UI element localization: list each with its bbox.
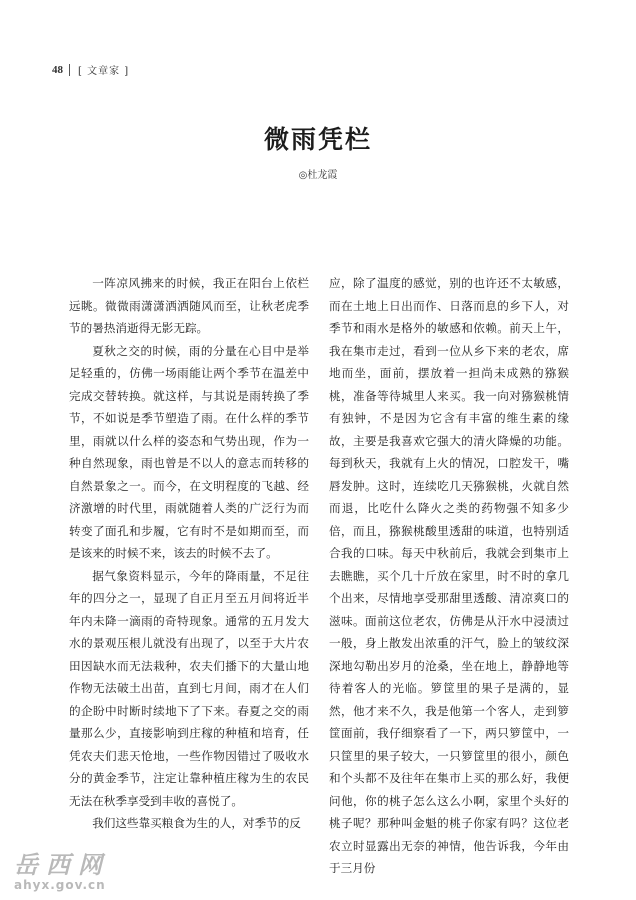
watermark-logo: 岳西网 (14, 851, 110, 879)
paragraph: 一阵凉风拂来的时候，我正在阳台上依栏远眺。微微雨潇潇洒洒随风而至，让秋老虎季节的暑热消逝得无影无踪。 (69, 276, 309, 335)
watermark-url: ahyx.gov.cn (14, 878, 106, 892)
running-header (52, 62, 129, 77)
author-byline: ◎杜龙霞 (298, 170, 338, 181)
paragraph: 我们这些靠买粮食为生的人，对季节的反 (92, 816, 301, 830)
text-column-left (69, 272, 309, 835)
header-divider (69, 64, 70, 76)
paragraph: 据气象资料显示，今年的降雨量，不足往年的四分之一，显现了自正月至五月间将近半年内未降一滴雨的奇特现象。通常的五月发大水的景观压根儿就没有出现了，以至于大片农田因缺水而无法栽种，农夫们播下的大量山地作物无法破土出苗，直到七月间，雨才在人们的企盼中时断时续地下了下来。春夏之交的雨量那么少，直接影响到庄稼的种植和培育，任凭农夫们悲天怆地，一些作物因错过了吸收水分的黄金季节，注定让靠种植庄稼为生的农民无法在秋季享受到丰收的喜悦了。 (69, 568, 309, 808)
paragraph: 应，除了温度的感觉，别的也许还不太敏感，而在土地上日出而作、日落而息的乡下人，对季节和雨水是格外的敏感和依赖。前天上午，我在集市走过，看到一位从乡下来的老农，席地而坐，面前，摆放着一担尚未成熟的猕猴桃，准备等待城里人来买。我一向对猕猴桃情有独钟，不是因为它含有丰富的维生素的缘故，主要是我喜欢它强大的清火降燥的功能。每到秋天，我就有上火的情况，口腔发干，嘴唇发肿。这时，连续吃几天猕猴桃，火就自然而退，比吃什么降火之类的药物强不知多少倍，而且，猕猴桃酸里透甜的味道，也特别适合我的口味。每天中秋前后，我就会到集市上去瞧瞧，买个几十斤放在家里，时不时的拿几个出来，尽情地享受那甜里透酸、清凉爽口的滋味。面前这位老农，仿佛是从汗水中浸渍过一般，身上散发出浓重的汗气，脸上的皱纹深深地勾勒出岁月的沧桑，坐在地上，静静地等待着客人的光临。箩筐里的果子是满的，显然，他才来不久，我是他第一个客人，走到箩筐面前，我仔细察看了一下，两只箩筐中，一只筐里的果子较大，一只箩筐里的很小，颜色和个头都不及往年在集市上买的那么好，我便问他，你的桃子怎么这么小啊，家里个头好的桃子呢？那种叫金魁的桃子你家有吗？这位老农立时显露出无奈的神情，他告诉我，今年由于三月份 (329, 276, 569, 875)
paragraph: 夏秋之交的时候，雨的分量在心目中是举足轻重的，仿佛一场雨能让两个季节在温差中完成交替转换。就这样，与其说是雨转换了季节，不如说是季节塑造了雨。在什么样的季节里，雨就以什么样的姿态和气势出现，作为一种自然现象，雨也曾是不以人的意志而转移的自然景象之一。而今，在文明程度的飞越、经济激增的时代里，雨就随着人类的广泛行为而转变了面孔和步履，它有时不是如期而至，而是该来的时候不来，该去的时候不去了。 (69, 343, 309, 560)
text-column-right (329, 272, 569, 880)
site-watermark (14, 852, 110, 892)
article-title: 微雨凭栏 (263, 125, 372, 154)
column-name: [ 文章家 ] (78, 66, 130, 77)
page-number: 48 (52, 63, 63, 76)
